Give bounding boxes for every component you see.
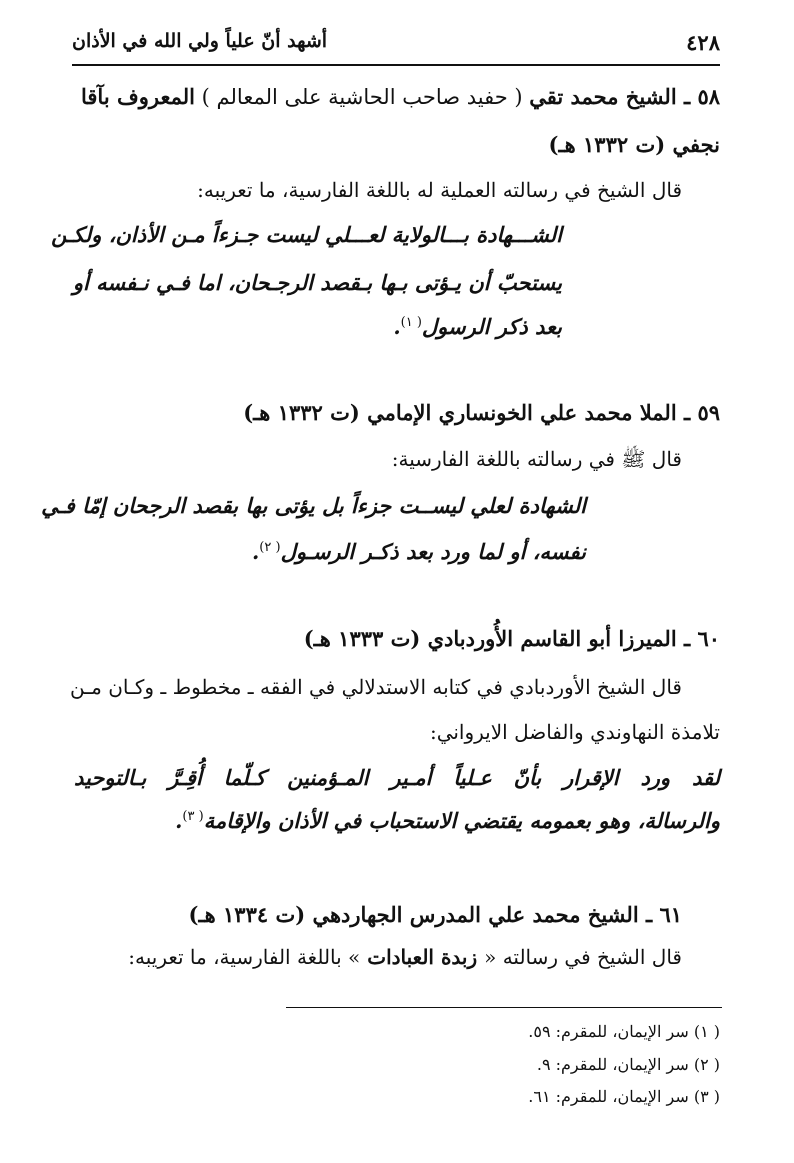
work-title: زبدة العبادات [360,945,485,969]
footnote-ref-1: ( ١) [400,315,422,330]
entry-60-intro-line-2: تلامذة النهاوندي والفاضل الايرواني: [429,720,720,744]
entry-60-heading: ٦٠ ـ الميرزا أبو القاسم الأُوردبادي (ت ١٣٣٣ هـ) [303,626,720,651]
running-title: أشهد أنّ علياً ولي الله في الأذان [72,30,328,52]
header-rule [72,64,720,66]
page-header [72,28,720,62]
entry-60-quote-end: والرسالة، وهو بعمومه يقتضي الاستحباب في الأذان والإقامة [203,808,720,833]
entry-58-heading [72,84,720,109]
entry-59-heading: ٥٩ ـ الملا محمد علي الخونساري الإمامي (ت ١٣٣٢ هـ) [243,400,720,425]
entry-59-intro: قال ﷺ في رسالته باللغة الفارسية: [391,447,682,471]
footnote-rule [286,1007,722,1008]
footnote-2: ( ٢) سر الإيمان، للمقرم: ٩. [536,1055,720,1074]
footnote-1: ( ١) سر الإيمان، للمقرم: ٥٩. [528,1022,720,1041]
entry-58-quote-end: بعد ذكر الرسول [421,314,562,339]
entry-59-quote-line-1: الشهادة لعلي ليســت جزءاً بل يؤتى بها بقصد الرجحان إمّا فـي [41,493,586,518]
entry-58-known-as: المعروف بآقا [81,84,195,109]
entry-61-intro: قال الشيخ في رسالته « زبدة العبادات » باللغة الفارسية، ما تعريبه: [128,945,682,969]
entry-59-quote-end: نفسه، أو لما ورد بعد ذكـر الرسـول [280,539,586,564]
entry-61-heading: ٦١ ـ الشيخ محمد علي المدرس الجهاردهي (ت ١٣٣٤ هـ) [188,902,682,927]
entry-58-heading-line2: نجفي (ت ١٣٣٢ هـ) [548,132,720,157]
entry-60-quote-line-1: لقد ورد الإقرار بأنّ عـلياً أمـير المـؤمنين كـلّما أُقِـرَّ بـالتوحيد [74,765,720,790]
page-number: ٤٢٨ [686,30,720,55]
footnote-ref-3: ( ٣) [182,809,204,824]
footnote-ref-2: ( ٢) [259,540,281,555]
entry-58-intro: قال الشيخ في رسالته العملية له باللغة الفارسية، ما تعريبه: [197,178,682,202]
entry-58-quote-line-2: يستحبّ أن يـؤتى بـها بـقصد الرجـحان، اما فـي نـفسه أو [72,270,562,295]
entry-60-intro-line-1: قال الشيخ الأوردبادي في كتابه الاستدلالي في الفقه ـ مخطوط ـ وكـان مـن [70,675,682,699]
entry-58-name: ٥٨ ـ الشيخ محمد تقي [529,84,720,109]
entry-59-quote-line-2: نفسه، أو لما ورد بعد ذكـر الرسـول$^{( ٢)}$. [251,539,586,564]
entry-58-quote-line-3: بعد ذكر الرسول$^{( ١)}$. [393,314,562,339]
footnote-3: ( ٣) سر الإيمان، للمقرم: ٦١. [528,1087,720,1106]
entry-58-quote-line-1: الشـــهادة بـــالولاية لعـــلي ليست جـزءاً مـن الأذان، ولكـن [51,222,562,247]
entry-60-quote-line-2: والرسالة، وهو بعمومه يقتضي الاستحباب في الأذان والإقامة$^{( ٣)}$. [175,808,720,833]
entry-58-note: ( حفيد صاحب الحاشية على المعالم ) [195,85,530,109]
